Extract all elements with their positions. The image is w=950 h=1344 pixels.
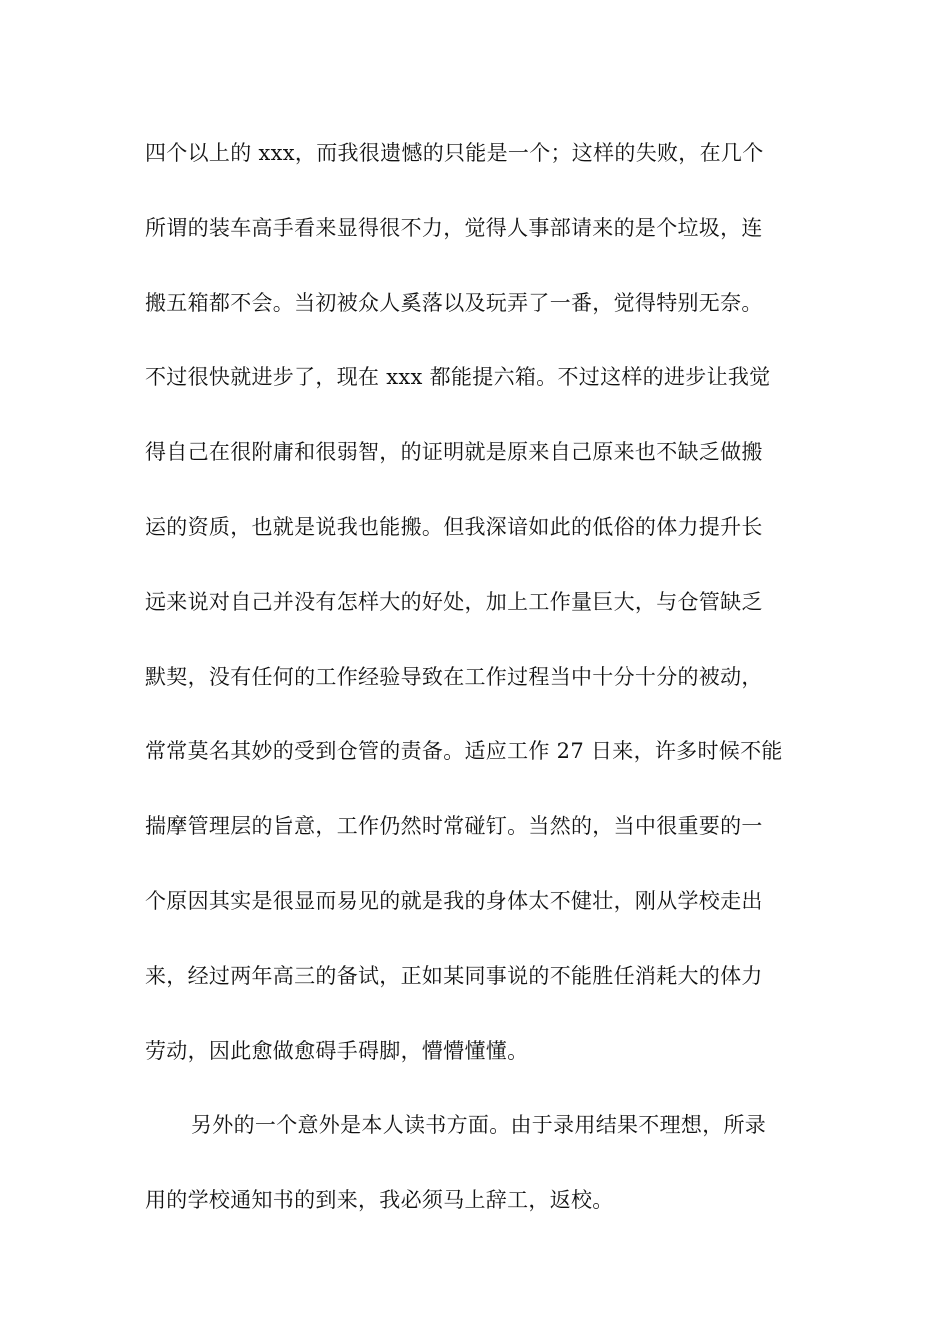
text-line: 四个以上的 xxx，而我很遗憾的只能是一个；这样的失败，在几个 xyxy=(145,141,764,165)
body-text xyxy=(145,131,815,1253)
text-line: 得自己在很附庸和很弱智，的证明就是原来自己原来也不缺乏做搬 xyxy=(145,440,763,465)
text-line: 另外的一个意外是本人读书方面。由于录用结果不理想，所录 xyxy=(191,1113,767,1138)
text-line: 默契，没有任何的工作经验导致在工作过程当中十分十分的被动， xyxy=(145,664,763,689)
text-line: 揣摩管理层的旨意，工作仍然时常碰钉。当然的，当中很重要的一 xyxy=(145,814,763,839)
text-line: 常常莫名其妙的受到仓管的责备。适应工作 27 日来，许多时候不能 xyxy=(145,739,783,764)
text-line: 搬五箱都不会。当初被众人奚落以及玩弄了一番，觉得特别无奈。 xyxy=(145,290,763,315)
text-line: 劳动，因此愈做愈碍手碍脚，懵懵懂懂。 xyxy=(145,1038,529,1063)
text-line: 用的学校通知书的到来，我必须马上辞工，返校。 xyxy=(145,1188,614,1213)
text-line: 个原因其实是很显而易见的就是我的身体太不健壮，刚从学校走出 xyxy=(145,888,763,913)
text-line: 来，经过两年高三的备试，正如某同事说的不能胜任消耗大的体力 xyxy=(145,963,763,988)
text-line: 远来说对自己并没有怎样大的好处，加上工作量巨大，与仓管缺乏 xyxy=(145,589,763,614)
text-line: 运的资质，也就是说我也能搬。但我深谙如此的低俗的体力提升长 xyxy=(145,514,763,539)
text-line: 所谓的装车高手看来显得很不力，觉得人事部请来的是个垃圾，连 xyxy=(145,215,763,240)
text-line: 不过很快就进步了，现在 xxx 都能提六箱。不过这样的进步让我觉 xyxy=(145,365,771,390)
